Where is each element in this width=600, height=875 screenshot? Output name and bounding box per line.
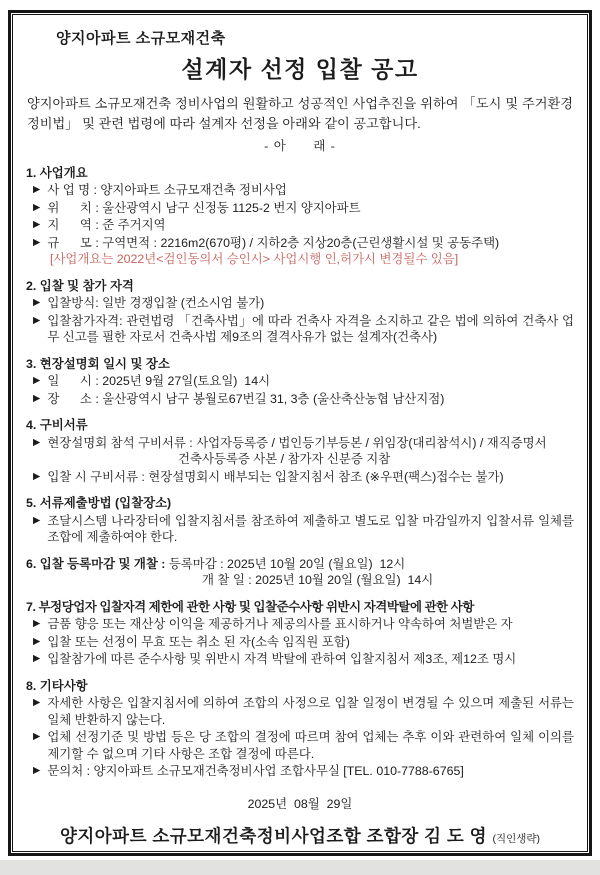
opening-date: 개 찰 일 : 2025년 10월 20일 (월요일) 14시 [202,573,434,587]
list-item-text: 입찰 시 구비서류 : 현장설명회시 배부되는 입찰지침서 참조 (※우편(팩스)접수는 불가) [47,469,504,484]
list-item [26,391,574,408]
list-item [26,313,574,346]
section-required-documents [26,417,574,485]
bullet-icon: ▶ [33,184,41,195]
list-item-text: 사 업 명 : 양지아파트 소규모재건축 정비사업 [47,183,287,197]
list-item-text: 일 시 : 2025년 9월 27일(토요일) 14시 [47,374,271,388]
list-item-continuation: 건축사등록증 사본 / 참가자 신분증 지참 [178,452,391,466]
doc-title: 설계자 선정 입찰 공고 [181,56,419,82]
list-item-text: 입찰참가자격: 관련법령 「건축사법」에 따라 건축사 자격을 소지하고 같은 법에 의하여 건축사 업무 신고를 필한 자로서 건축사법 제9조의 결격사유가 없는 설계자(건축사) [47,313,574,344]
bullet-icon: ▶ [33,514,41,526]
list-item [26,729,574,762]
bullet-icon: ▶ [33,635,41,647]
list-item-text: 업체 선정기준 및 방법 등은 당 조합의 결정에 따르며 참여 업체는 추후 이와 관련하여 일체 이의를 제기할 수 없으며 기타 사항은 조합 결정에 따른다. [47,730,574,761]
section-submission-method [26,495,574,546]
list-item [26,182,574,199]
section-site-briefing [26,356,574,408]
list-item-text: 입찰참가에 따른 준수사항 및 위반시 자격 박탈에 관하여 입찰지침서 제3조, 제12조 명시 [47,652,517,666]
list-item [26,235,574,252]
list-item [26,695,574,728]
bullet-icon: ▶ [33,731,41,742]
section-heading: 6. 입찰 등록마감 및 개찰 : [26,556,169,571]
doc-subtitle: 양지아파트 소규모재건축 [56,30,226,47]
section-project-overview [26,165,574,268]
section-heading: 1. 사업개요 [26,165,88,180]
page-border-outer [8,10,592,856]
list-item-text: 규 모 : 구역면적 : 2216m2(670평) / 지하2층 지상20층(근린생활시설 및 공동주택) [47,235,500,250]
contact-info: 문의처 : 양지아파트 소규모재건축정비사업 조합사무실 [TEL. 010-7788-6765] [47,764,464,778]
section-bid-qualification [26,278,574,346]
list-item [26,634,574,651]
bullet-icon: ▶ [33,618,41,629]
list-item [26,435,574,452]
section-heading: 8. 기타사항 [26,678,88,693]
deadline-line [26,556,574,573]
list-item-text: 금품 향응 또는 재산상 이익을 제공하거나 제공의사를 표시하거나 약속하여 처벌받은 자 [47,617,513,631]
signature-line [26,824,574,851]
bullet-icon: ▶ [33,314,41,326]
intro-paragraph: 양지아파트 소규모재건축 정비사업의 원활하고 성공적인 사업추진을 위하여 「도시 및 주거환경정비법」 및 관련 법령에 따라 설계자 선정을 아래와 같이 공고합니다. [27,96,573,131]
list-item [26,217,574,234]
list-item [26,763,574,780]
bullet-icon: ▶ [33,375,41,386]
list-item-text: 위 치 : 울산광역시 남구 신정동 1125-2 번지 양지아파트 [47,200,361,215]
bullet-icon: ▶ [33,201,41,213]
list-item [26,200,574,217]
list-item-text: 조달시스템 나라장터에 입찰지침서를 참조하여 제출하고 별도로 입찰 마감일까지 입찰서류 일체를 조합에 제출하여야 한다. [47,513,574,544]
bullet-icon: ▶ [33,219,41,230]
list-item [26,295,574,312]
bullet-icon: ▶ [33,436,41,448]
bullet-icon: ▶ [33,470,41,482]
list-item [26,373,574,390]
section-heading: 3. 현장설명회 일시 및 장소 [26,356,170,371]
section-bid-deadline [26,556,574,589]
bullet-icon: ▶ [33,236,41,248]
page-border-inner [12,14,588,852]
section-disqualification [26,599,574,668]
signer-name: 양지아파트 소규모재건축정비사업조합 조합장 김 도 영 [59,826,488,846]
section-heading: 2. 입찰 및 참가 자격 [26,278,134,293]
list-item-text: 장 소 : 울산광역시 남구 봉월로67번길 31, 3층 (울산축산농협 남산지점) [47,391,445,406]
list-item-text: 지 역 : 준 주거지역 [47,218,166,232]
list-item-text: 현장설명회 참석 구비서류 : 사업자등록증 / 법인등기부등본 / 위임장(대리참석시) / 재직증명서 [47,435,547,450]
bullet-icon: ▶ [33,697,41,708]
list-item-text: 입찰 또는 선정이 무효 또는 취소 된 자(소속 임직원 포함) [47,634,350,649]
below-marker: - 아 래 - [264,139,336,153]
seal-omitted-note: (직인생략) [492,833,541,845]
bullet-icon: ▶ [33,765,41,776]
bullet-icon: ▶ [33,297,41,308]
list-item [26,513,574,546]
list-item [26,651,574,668]
list-item-text: 입찰방식: 일반 경쟁입찰 (컨소시엄 불가) [47,296,265,310]
list-item-text: 자세한 사항은 입찰지침서에 의하여 조합의 사정으로 입찰 일정이 변경될 수 있으며 제출된 서류는 일체 반환하지 않는다. [47,696,574,727]
list-item [26,469,574,486]
list-item [26,616,574,633]
bullet-icon: ▶ [33,392,41,404]
bullet-icon: ▶ [33,653,41,664]
section-miscellaneous [26,678,574,780]
section-heading: 4. 구비서류 [26,418,88,432]
registration-deadline: 등록마감 : 2025년 10월 20일 (월요일) 12시 [168,556,406,571]
announcement-date: 2025년 08월 29일 [247,796,353,811]
document-content [26,29,574,851]
overview-change-note: [사업개요는 2022년<검인동의서 승인시> 사업시행 인,허가시 변경될수 있음] [50,252,459,266]
section-heading: 7. 부정당업자 입찰자격 제한에 관한 사항 및 입찰준수사항 위반시 자격박탈에 관한 사항 [26,599,474,614]
section-heading: 5. 서류제출방법 (입찰장소) [26,496,172,510]
